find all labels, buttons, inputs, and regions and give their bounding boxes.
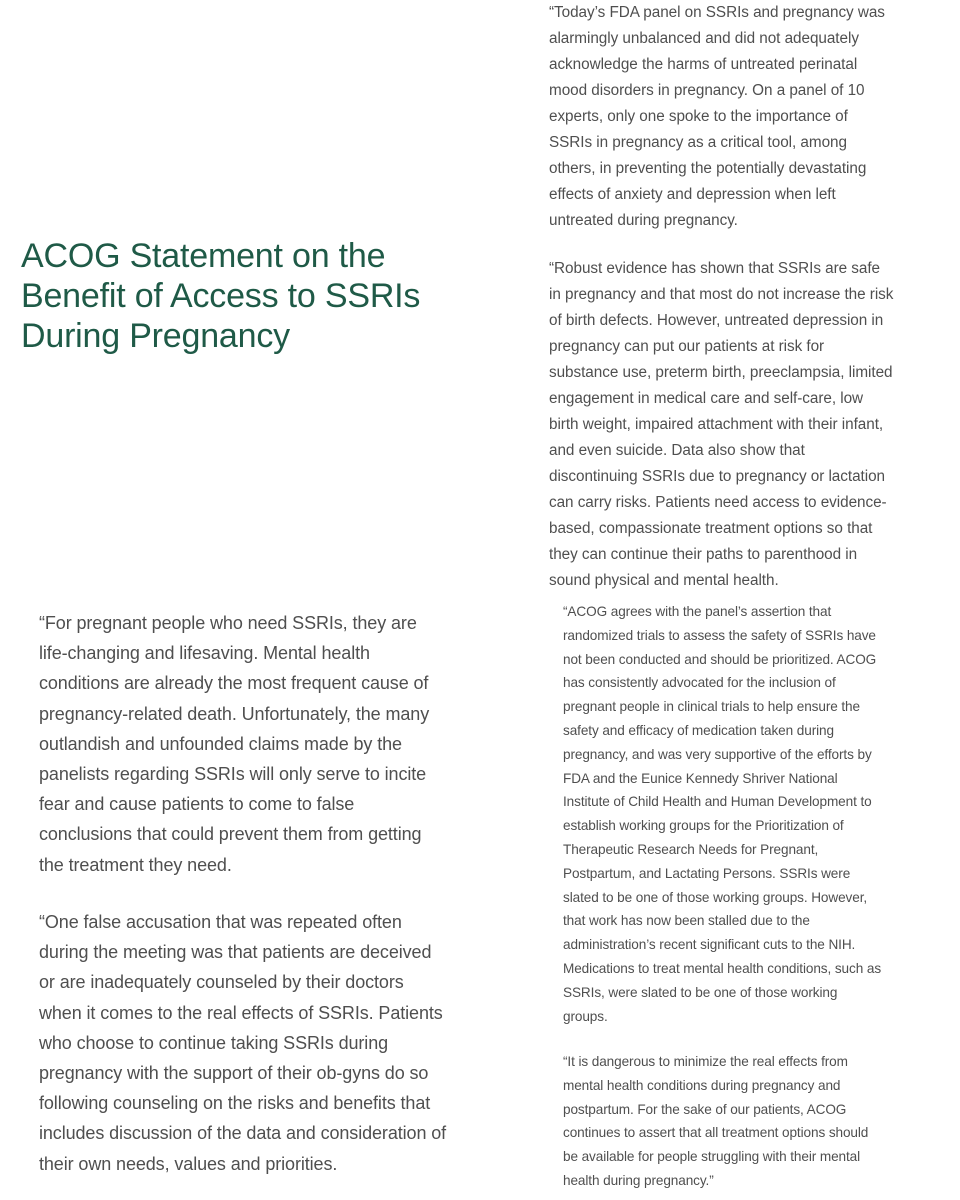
statement-paragraph-fda-panel: “Today’s FDA panel on SSRIs and pregnancy was alarmingly unbalanced and did not adequately acknowledge the harms of untreated perinatal mood disorders in pregnancy. On a panel of 10 experts, only one spoke to the importance of SSRIs in pregnancy as a critical tool, among others, in preventing the potentially devastating effects of anxiety and depression when left untreated during pregnancy. — [549, 4, 885, 229]
statement-paragraph-false-accusation: “One false accusation that was repeated often during the meeting was that patients are deceived or are inadequately counseled by their doctors when it comes to the real effects of SSRIs. Patients who choose to continue taking SSRIs during pregnancy with the support of their ob-gyns do so following counseling on the risks and benefits that includes discussion of the data and consideration of their own needs, values and priorities. — [39, 912, 447, 1174]
statement-paragraph-closing: “It is dangerous to minimize the real effects from mental health conditions during pregnancy and postpartum. For the sake of our patients, ACOG continues to assert that all treatment options should be available for people struggling with their mental health during pregnancy.” — [563, 1054, 869, 1188]
statement-paragraph-randomized-trials: “ACOG agrees with the panel’s assertion that randomized trials to assess the safety of SSRIs have not been conducted and should be prioritized. ACOG has consistently advocated for the inclusion of pregnant people in clinical trials to help ensure the safety and efficacy of medication taken during pregnancy, and was very supportive of the efforts by FDA and the Eunice Kennedy Shriver National Institute of Child Health and Human Development to establish working groups for the Prioritization of Therapeutic Research Needs for Pregnant, Postpartum, and Lactating Persons. SSRIs were slated to be one of those working groups. However, that work has now been stalled due to the administration’s recent significant cuts to the NIH. Medications to treat mental health conditions, such as SSRIs, were slated to be one of those working groups. — [563, 604, 882, 1024]
page-title: ACOG Statement on the Benefit of Access to SSRIs During Pregnancy — [21, 237, 421, 355]
statement-paragraph-life-changing: “For pregnant people who need SSRIs, they are life-changing and lifesaving. Mental health conditions are already the most frequent cause of pregnancy-related death. Unfortunately, the many outlandish and unfounded claims made by the panelists regarding SSRIs will only serve to incite fear and cause patients to come to false conclusions that could prevent them from getting the treatment they need. — [39, 613, 430, 875]
statement-paragraph-robust-evidence: “Robust evidence has shown that SSRIs are safe in pregnancy and that most do not increase the risk of birth defects. However, untreated depression in pregnancy can put our patients at risk for substance use, preterm birth, preeclampsia, limited engagement in medical care and self-care, low birth weight, impaired attachment with their infant, and even suicide. Data also show that discontinuing SSRIs due to pregnancy or lactation can carry risks. Patients need access to evidence-based, compassionate treatment options so that they can continue their paths to parenthood in sound physical and mental health. — [549, 260, 894, 589]
